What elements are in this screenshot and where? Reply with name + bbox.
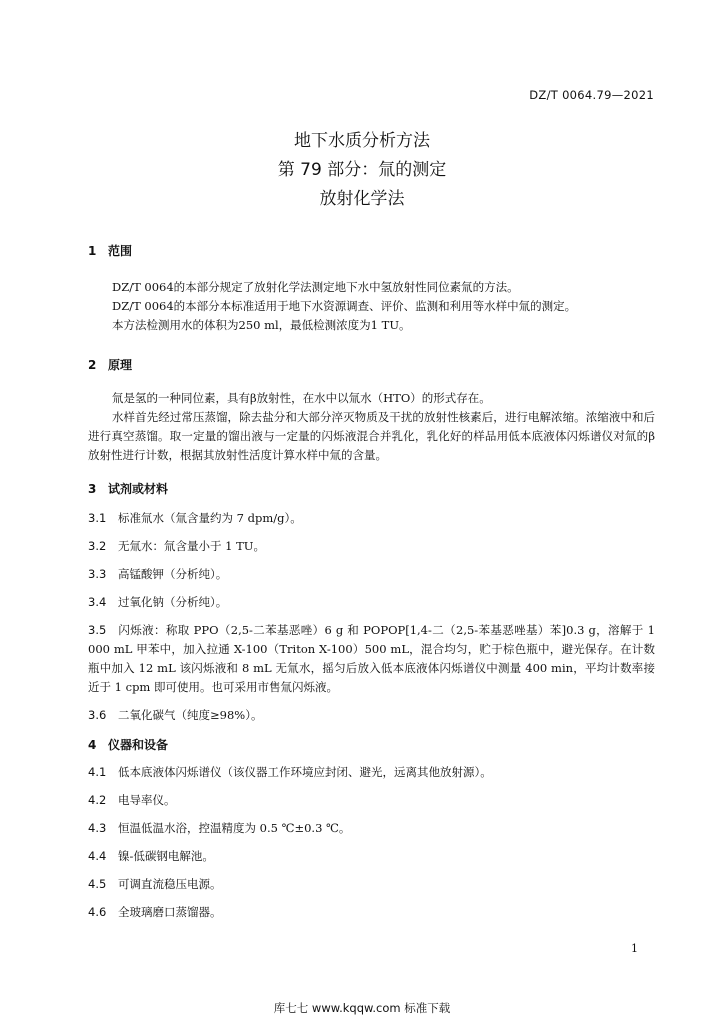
instrument-item: [88, 791, 655, 810]
section-title: 原理: [108, 358, 133, 372]
section-number: 3: [88, 482, 97, 496]
item-text: 标准氚水（氚含量约为 7 dpm/g）。: [118, 511, 302, 525]
item-text: 镍-低碳钢电解池。: [118, 849, 214, 863]
section-heading-reagents: [88, 480, 168, 497]
item-number: 3.6: [88, 708, 107, 722]
section-number: 2: [88, 358, 97, 372]
item-text: 高锰酸钾（分析纯）。: [118, 567, 228, 581]
instrument-item: [88, 763, 655, 782]
section-heading-instruments: [88, 736, 168, 753]
item-number: 4.1: [88, 765, 107, 779]
item-number: 3.5: [88, 623, 107, 637]
document-title-line-1: 地下水质分析方法: [294, 131, 430, 151]
scope-paragraph-2: DZ/T 0064的本部分本标准适用于地下水资源调查、评价、监测和利用等水样中氚的测定。: [112, 299, 577, 313]
item-number: 4.2: [88, 793, 107, 807]
scope-paragraph-3: 本方法检测用水的体积为250 ml，最低检测浓度为1 TU。: [112, 318, 411, 332]
instrument-item: [88, 875, 655, 894]
standard-code: DZ/T 0064.79—2021: [529, 88, 654, 102]
item-text: 可调直流稳压电源。: [118, 877, 222, 891]
instrument-item: [88, 847, 655, 866]
item-number: 4.6: [88, 905, 107, 919]
item-text: 无氚水：氚含量小于 1 TU。: [118, 539, 265, 553]
section-number: 4: [88, 738, 97, 752]
reagent-item: [88, 509, 655, 528]
instrument-item: [88, 903, 655, 922]
item-number: 3.1: [88, 511, 107, 525]
item-text: 闪烁液：称取 PPO（2,5-二苯基恶唑）6 g 和 POPOP[1,4-二（2,5-苯基恶唑基）苯]0.3 g，溶解于 1 000 mL 甲苯中，加入拉通 X-100（Triton X-100）500 mL，混合均匀，贮于棕色瓶中，避光保存。在计数瓶中加入 12 mL 该闪烁液和 8 mL 无氚水，摇匀后放入低本底液体闪烁谱仪中测量 400 min，平均计数率接近于 1 cpm 即可使用。也可采用市售氚闪烁液。: [88, 623, 655, 694]
section-title: 范围: [108, 244, 133, 258]
document-title-line-3: 放射化学法: [319, 189, 405, 209]
principle-paragraph-2: 水样首先经过常压蒸馏，除去盐分和大部分淬灭物质及干扰的放射性核素后，进行电解浓缩。浓缩液中和后进行真空蒸馏。取一定量的馏出液与一定量的闪烁液混合并乳化，乳化好的样品用低本底液体闪烁谱仪对氚的β放射性进行计数，根据其放射性活度计算水样中氚的含量。: [88, 410, 655, 462]
item-number: 4.3: [88, 821, 107, 835]
document-title-line-2: 第 79 部分：氚的测定: [277, 160, 447, 180]
section-number: 1: [88, 244, 97, 258]
item-number: 3.2: [88, 539, 107, 553]
reagent-item: [88, 593, 655, 612]
reagent-item: [88, 537, 655, 556]
item-number: 3.4: [88, 595, 107, 609]
instrument-item: [88, 819, 655, 838]
item-number: 4.4: [88, 849, 107, 863]
item-text: 二氧化碳气（纯度≥98%）。: [118, 708, 263, 722]
item-text: 低本底液体闪烁谱仪（该仪器工作环境应封闭、避光，远离其他放射源）。: [118, 765, 492, 779]
reagent-item-scintillation: [88, 621, 655, 697]
item-text: 恒温低温水浴，控温精度为 0.5 ℃±0.3 ℃。: [118, 821, 351, 835]
section-title: 试剂或材料: [108, 482, 169, 496]
item-number: 4.5: [88, 877, 107, 891]
reagent-item: [88, 706, 655, 725]
footer-watermark[interactable]: 库七七 www.kqqw.com 标准下载: [273, 1001, 451, 1015]
section-heading-principle: [88, 356, 132, 373]
item-number: 3.3: [88, 567, 107, 581]
scope-paragraph-1: DZ/T 0064的本部分规定了放射化学法测定地下水中氢放射性同位素氚的方法。: [112, 280, 519, 294]
principle-paragraph-1: 氚是氢的一种同位素，具有β放射性，在水中以氚水（HTO）的形式存在。: [112, 391, 491, 405]
item-text: 全玻璃磨口蒸馏器。: [118, 905, 222, 919]
reagent-item: [88, 565, 655, 584]
section-title: 仪器和设备: [108, 738, 169, 752]
item-text: 电导率仪。: [118, 793, 176, 807]
page-number: 1: [631, 942, 638, 955]
section-heading-scope: [88, 242, 132, 259]
item-text: 过氧化钠（分析纯）。: [118, 595, 228, 609]
